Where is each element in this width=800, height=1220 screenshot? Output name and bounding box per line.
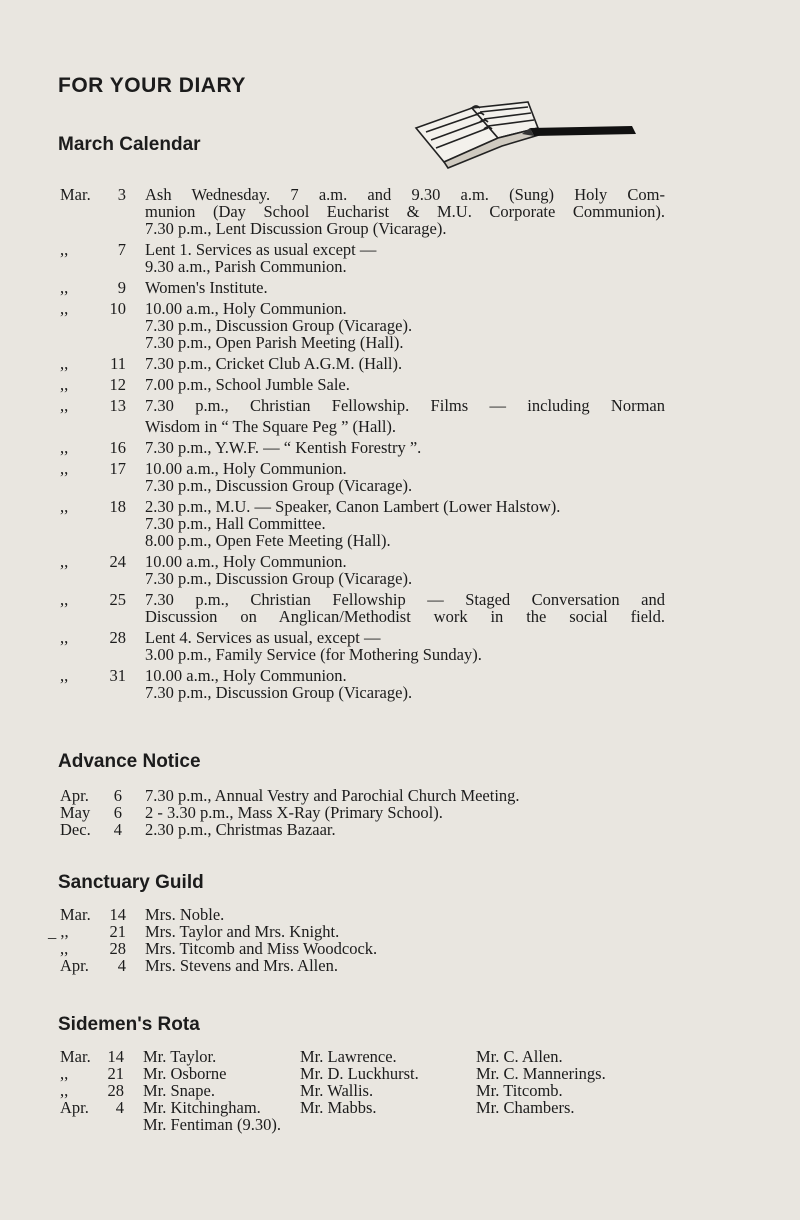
entry-month: ,, — [60, 354, 69, 373]
entry-line: 9.30 a.m., Parish Communion. — [145, 257, 347, 276]
calendar-entry — [0, 498, 800, 549]
entry-month: ,, — [60, 628, 69, 647]
entry-day: 3 — [117, 185, 126, 204]
rota-name-col1: Mr. Kitchingham. — [143, 1098, 261, 1117]
entry-day: 7 — [117, 240, 126, 259]
march-calendar-heading: March Calendar — [58, 134, 201, 155]
entry-line: Women's Institute. — [145, 278, 268, 297]
rota-day: 21 — [107, 1064, 124, 1083]
entry-month: ,, — [60, 396, 69, 415]
rota-name-col1: Mr. Snape. — [143, 1081, 215, 1100]
calendar-entry — [0, 376, 800, 393]
entry-day: 24 — [109, 552, 126, 571]
entry-month: _ ,, — [48, 922, 69, 941]
calendar-entry — [0, 439, 800, 456]
march-calendar-list — [0, 186, 800, 705]
entry-description: Mrs. Taylor and Mrs. Knight. — [145, 922, 340, 941]
entry-description — [145, 629, 665, 663]
entry-line: 7.30 p.m., Discussion Group (Vicarage). — [145, 569, 413, 588]
calendar-entry — [0, 300, 800, 351]
entry-description — [145, 439, 665, 456]
sanctuary-guild-entry — [0, 957, 800, 974]
entry-description — [145, 300, 665, 351]
entry-line: 10.00 a.m., Holy Communion. — [145, 666, 347, 685]
entry-day: 14 — [109, 905, 126, 924]
rota-name-col1: Mr. Taylor. — [143, 1047, 217, 1066]
advance-notice-entry — [0, 787, 800, 804]
calendar-entry — [0, 186, 800, 237]
entry-month: May — [60, 803, 91, 822]
rota-month: ,, — [60, 1081, 69, 1100]
entry-day: 16 — [109, 438, 126, 457]
entry-month: ,, — [60, 375, 69, 394]
rota-name-col2: Mr. Wallis. — [300, 1081, 374, 1100]
entry-description: Mrs. Noble. — [145, 905, 225, 924]
sanctuary-guild-entry — [0, 940, 800, 957]
entry-description — [145, 460, 665, 494]
entry-month: ,, — [60, 299, 69, 318]
calendar-entry — [0, 667, 800, 701]
entry-line: Ash Wednesday. 7 a.m. and 9.30 a.m. (Sung) Holy Com- — [145, 185, 665, 204]
entry-line: 7.30 p.m., Cricket Club A.G.M. (Hall). — [145, 354, 403, 373]
entry-line: Wisdom in “ The Square Peg ” (Hall). — [145, 417, 397, 436]
rota-month: Apr. — [60, 1098, 89, 1117]
entry-line: 7.30 p.m., Discussion Group (Vicarage). — [145, 316, 413, 335]
entry-description — [145, 667, 665, 701]
calendar-entry — [0, 629, 800, 663]
entry-description — [145, 553, 665, 587]
entry-month: Mar. — [60, 905, 91, 924]
entry-line: 8.00 p.m., Open Fete Meeting (Hall). — [145, 531, 391, 550]
advance-notice-heading: Advance Notice — [58, 751, 201, 772]
entry-description: Mrs. Stevens and Mrs. Allen. — [145, 956, 338, 975]
entry-description — [145, 376, 665, 393]
entry-line: 7.30 p.m., Open Parish Meeting (Hall). — [145, 333, 404, 352]
entry-description — [145, 186, 665, 237]
entry-line: Lent 4. Services as usual, except — — [145, 628, 381, 647]
entry-line: 10.00 a.m., Holy Communion. — [145, 459, 347, 478]
advance-notice-entry — [0, 804, 800, 821]
entry-month: ,, — [60, 590, 69, 609]
entry-line: 10.00 a.m., Holy Communion. — [145, 552, 347, 571]
entry-line: 3.00 p.m., Family Service (for Mothering Sunday). — [145, 645, 482, 664]
entry-month: ,, — [60, 240, 69, 259]
entry-line: Lent 1. Services as usual except — — [145, 240, 377, 259]
entry-description: 2.30 p.m., Christmas Bazaar. — [145, 820, 336, 839]
sanctuary-guild-list — [0, 906, 800, 974]
rota-name-col3: Mr. Chambers. — [476, 1098, 575, 1117]
rota-month: ,, — [60, 1064, 69, 1083]
entry-day: 13 — [109, 396, 126, 415]
entry-description — [145, 241, 665, 275]
rota-day: 14 — [107, 1047, 124, 1066]
entry-day: 17 — [109, 459, 126, 478]
calendar-entry — [0, 241, 800, 275]
entry-day: 12 — [109, 375, 126, 394]
entry-line: 7.30 p.m., Lent Discussion Group (Vicarage). — [145, 219, 447, 238]
calendar-entry — [0, 591, 800, 625]
calendar-entry — [0, 397, 800, 435]
entry-line: 7.30 p.m., Discussion Group (Vicarage). — [145, 683, 413, 702]
entry-day: 28 — [109, 628, 126, 647]
entry-month: Apr. — [60, 956, 89, 975]
rota-row — [0, 1099, 800, 1116]
entry-line: munion (Day School Eucharist & M.U. Corporate Communion). — [145, 202, 665, 221]
entry-day: 4 — [113, 820, 122, 839]
rota-row — [0, 1116, 800, 1133]
entry-day: 9 — [117, 278, 126, 297]
sanctuary-guild-entry — [0, 923, 800, 940]
entry-day: 21 — [109, 922, 126, 941]
entry-day: 10 — [109, 299, 126, 318]
rota-row — [0, 1082, 800, 1099]
sanctuary-guild-heading: Sanctuary Guild — [58, 872, 204, 893]
entry-line: 7.30 p.m., Y.W.F. — “ Kentish Forestry ”. — [145, 438, 422, 457]
entry-day: 4 — [117, 956, 126, 975]
entry-day: 25 — [109, 590, 126, 609]
entry-day: 6 — [113, 803, 122, 822]
rota-name-col3: Mr. C. Allen. — [476, 1047, 563, 1066]
entry-day: 18 — [109, 497, 126, 516]
entry-day: 11 — [110, 354, 126, 373]
entry-month: Dec. — [60, 820, 91, 839]
rota-name-col2: Mr. Mabbs. — [300, 1098, 377, 1117]
entry-month: ,, — [60, 666, 69, 685]
entry-line: 7.30 p.m., Christian Fellowship — Staged Conversation and — [145, 590, 665, 609]
entry-day: 31 — [109, 666, 126, 685]
page-title: FOR YOUR DIARY — [58, 74, 246, 97]
entry-day: 6 — [113, 786, 122, 805]
entry-month: ,, — [60, 438, 69, 457]
sidemens-rota-heading: Sidemen's Rota — [58, 1014, 200, 1035]
entry-month: ,, — [60, 459, 69, 478]
open-diary-with-pen-icon — [410, 98, 640, 170]
entry-line: 7.00 p.m., School Jumble Sale. — [145, 375, 350, 394]
rota-name-col3: Mr. Titcomb. — [476, 1081, 563, 1100]
entry-line: Discussion on Anglican/Methodist work in the social field. — [145, 607, 665, 626]
entry-description: 2 - 3.30 p.m., Mass X-Ray (Primary School). — [145, 803, 443, 822]
entry-line: 7.30 p.m., Hall Committee. — [145, 514, 326, 533]
entry-description — [145, 591, 665, 625]
entry-month: ,, — [60, 497, 69, 516]
rota-day: 4 — [115, 1098, 124, 1117]
rota-name-col1: Mr. Fentiman (9.30). — [143, 1115, 281, 1134]
entry-description: 7.30 p.m., Annual Vestry and Parochial Church Meeting. — [145, 786, 520, 805]
rota-row — [0, 1065, 800, 1082]
entry-month: Mar. — [60, 185, 91, 204]
rota-row — [0, 1048, 800, 1065]
entry-line: 10.00 a.m., Holy Communion. — [145, 299, 347, 318]
advance-notice-list — [0, 787, 800, 838]
calendar-entry — [0, 553, 800, 587]
advance-notice-entry — [0, 821, 800, 838]
calendar-entry — [0, 355, 800, 372]
entry-month: Apr. — [60, 786, 89, 805]
entry-line: 2.30 p.m., M.U. — Speaker, Canon Lambert (Lower Halstow). — [145, 497, 561, 516]
rota-name-col3: Mr. C. Mannerings. — [476, 1064, 606, 1083]
entry-month: ,, — [60, 278, 69, 297]
entry-month: ,, — [60, 939, 69, 958]
entry-line: 7.30 p.m., Christian Fellowship. Films — including Norman — [145, 396, 665, 415]
rota-name-col2: Mr. Lawrence. — [300, 1047, 397, 1066]
rota-name-col2: Mr. D. Luckhurst. — [300, 1064, 419, 1083]
entry-day: 28 — [109, 939, 126, 958]
entry-description — [145, 279, 665, 296]
entry-month: ,, — [60, 552, 69, 571]
rota-name-col1: Mr. Osborne — [143, 1064, 227, 1083]
entry-line: 7.30 p.m., Discussion Group (Vicarage). — [145, 476, 413, 495]
calendar-entry — [0, 279, 800, 296]
rota-day: 28 — [107, 1081, 124, 1100]
sidemens-rota-table — [0, 1048, 800, 1133]
entry-description — [145, 498, 665, 549]
rota-month: Mar. — [60, 1047, 91, 1066]
entry-description: Mrs. Titcomb and Miss Woodcock. — [145, 939, 378, 958]
entry-description — [145, 397, 665, 435]
sanctuary-guild-entry — [0, 906, 800, 923]
calendar-entry — [0, 460, 800, 494]
entry-description — [145, 355, 665, 372]
